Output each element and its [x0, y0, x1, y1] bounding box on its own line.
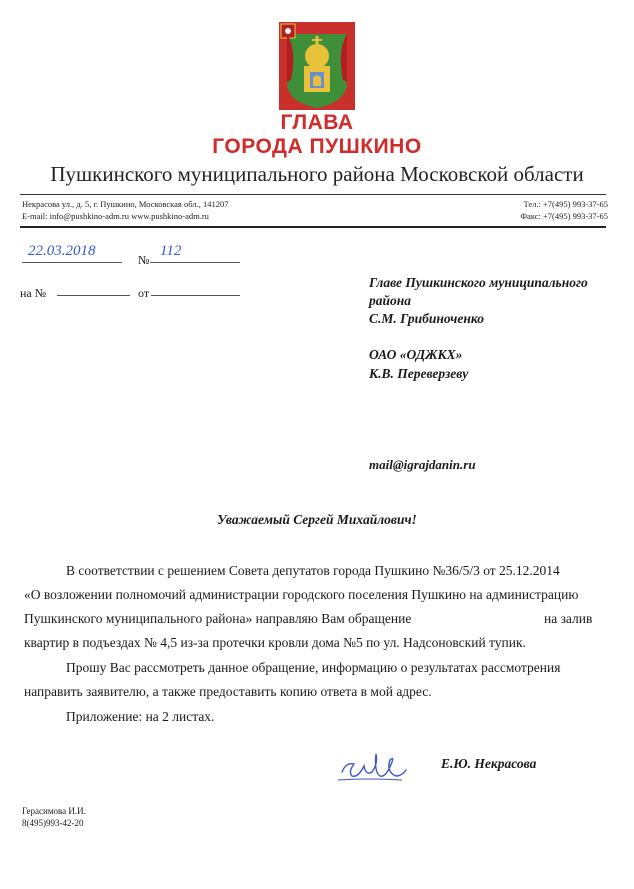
heading-line-1: ГЛАВА — [280, 111, 354, 134]
registration-number: 112 — [160, 243, 182, 259]
reply-from-label: от — [138, 286, 150, 300]
executor-name: Герасимова И.И. — [22, 806, 86, 816]
recipient-line-2: района — [369, 293, 412, 308]
body-line-5: Прошу Вас рассмотреть данное обращение, информацию о результатах рассмотрения — [66, 660, 561, 675]
tel-line: Тел.: +7(495) 993-37-65 — [523, 199, 608, 209]
recipient-line-1: Главе Пушкинского муниципального — [369, 275, 588, 290]
handwritten-signature-icon — [336, 742, 408, 784]
address-line: Некрасова ул., д. 5, г. Пушкино, Московская обл., 141207 — [22, 199, 229, 209]
heading-line-3: Пушкинского муниципального района Московской области — [50, 162, 584, 186]
number-underline — [150, 262, 240, 263]
body-line-4: квартир в подъездах № 4,5 из-за протечки кровли дома №5 по ул. Надсоновский тупик. — [24, 635, 526, 650]
date-underline — [22, 262, 122, 263]
reply-number-label: на № — [20, 286, 47, 300]
body-line-3-tail: на залив — [544, 611, 593, 626]
header-rule-top — [20, 194, 606, 195]
reply-from-underline — [151, 295, 240, 296]
body-line-2: «О возложении полномочий администрации городского поселения Пушкино на администрацию — [24, 587, 579, 602]
registration-date: 22.03.2018 — [28, 243, 96, 259]
recipient-email: mail@igrajdanin.ru — [369, 457, 476, 472]
reply-number-underline — [57, 295, 130, 296]
registration-number-label: № — [138, 253, 150, 267]
body-line-1: В соответствии с решением Совета депутатов города Пушкино №36/5/3 от 25.12.2014 — [66, 563, 560, 578]
email-web-line: E-mail: info@pushkino-adm.ru www.pushkino-adm.ru — [22, 211, 209, 221]
fax-line: Факс: +7(495) 993-37-65 — [520, 211, 608, 221]
recipient-line-4: ОАО «ОДЖКХ» — [369, 347, 463, 362]
heading-line-2: ГОРОДА ПУШКИНО — [212, 135, 422, 158]
executor-phone: 8(495)993-42-20 — [22, 818, 84, 828]
body-line-3: Пушкинского муниципального района» направляю Вам обращение — [24, 611, 412, 626]
attachment-line: Приложение: на 2 листах. — [66, 709, 215, 724]
recipient-line-5: К.В. Переверзеву — [369, 366, 469, 381]
coat-of-arms-icon — [277, 20, 357, 112]
greeting: Уважаемый Сергей Михайлович! — [217, 512, 417, 527]
recipient-line-3: С.М. Грибиноченко — [369, 311, 484, 326]
signatory-name: Е.Ю. Некрасова — [441, 756, 537, 771]
header-rule-bottom — [20, 226, 606, 228]
body-line-6: направить заявителю, а также предоставить копию ответа в мой адрес. — [24, 684, 432, 699]
